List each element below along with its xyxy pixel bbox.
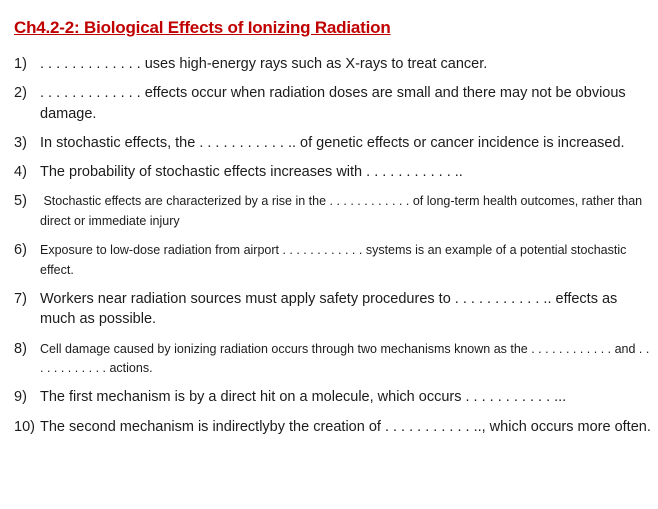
- item-text: Workers near radiation sources must apply safety procedures to . . . . . . . . . . . .. effects as much as possible.: [40, 290, 618, 328]
- item-text: Cell damage caused by ionizing radiation occurs through two mechanisms known as the . . . . . . . . . . . . and . . . . . . . . . . . . actions.: [40, 341, 650, 375]
- list-item: [14, 387, 652, 407]
- page-title: Ch4.2-2: Biological Effects of Ionizing Radiation: [14, 18, 391, 37]
- item-number: 1): [14, 56, 27, 72]
- item-number: 7): [14, 290, 27, 307]
- list-item: [14, 191, 652, 231]
- list-item: [14, 339, 652, 379]
- item-text: In stochastic effects, the . . . . . . . . . . . .. of genetic effects or cancer incidence is increased.: [40, 134, 625, 151]
- item-number: 8): [14, 340, 27, 357]
- item-number: 6): [14, 242, 27, 259]
- question-list: [14, 54, 652, 437]
- item-text: The probability of stochastic effects increases with . . . . . . . . . . . ..: [40, 164, 463, 181]
- list-item: [14, 417, 652, 437]
- list-item: [14, 133, 652, 153]
- item-text: Exposure to low-dose radiation from airport . . . . . . . . . . . . systems is an example of a potential stochastic effect.: [40, 243, 627, 277]
- item-number: 9): [14, 389, 27, 406]
- item-number: 4): [14, 164, 27, 181]
- item-number: 10): [14, 418, 35, 435]
- item-number: 2): [14, 85, 27, 102]
- item-text: The first mechanism is by a direct hit on a molecule, which occurs . . . . . . . . . . . ...: [40, 389, 567, 406]
- list-item: [14, 162, 652, 182]
- item-text: . . . . . . . . . . . . . uses high-energy rays such as X-rays to treat cancer.: [40, 56, 488, 72]
- list-item: [14, 54, 652, 74]
- item-number: 5): [14, 193, 27, 210]
- item-number: 3): [14, 134, 27, 151]
- item-text: Stochastic effects are characterized by a rise in the . . . . . . . . . . . . of long-term health outcomes, rather than direct or immediate injury: [40, 194, 643, 228]
- list-item: [14, 289, 652, 330]
- list-item: [14, 83, 652, 124]
- list-item: [14, 240, 652, 280]
- item-text: The second mechanism is indirectlyby the creation of . . . . . . . . . . . .., which occurs more often.: [40, 418, 651, 435]
- item-text: . . . . . . . . . . . . . effects occur when radiation doses are small and there may not be obvious damage.: [40, 85, 626, 122]
